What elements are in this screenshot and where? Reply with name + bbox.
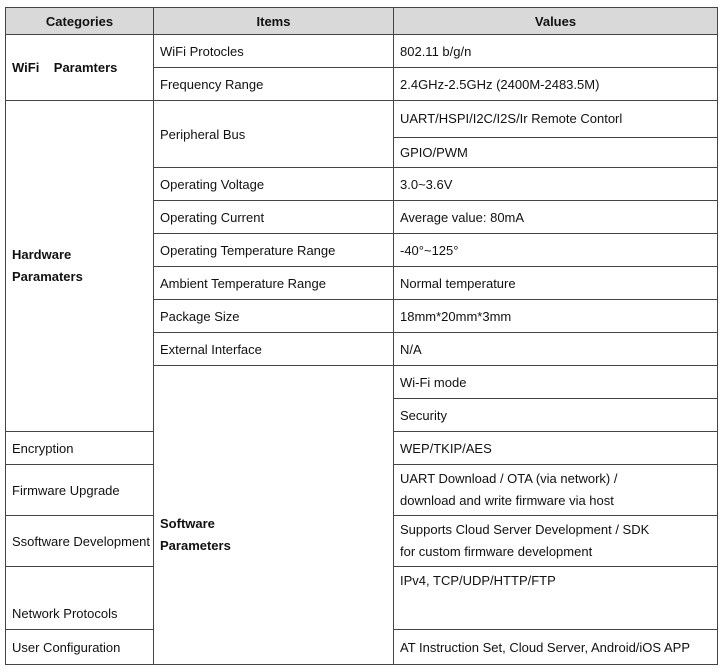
value-line: GPIO/PWM (400, 145, 468, 160)
value-cell (394, 516, 718, 567)
category-label: Parameters (160, 538, 231, 553)
value-cell: N/A (394, 333, 718, 366)
value-line: download and write firmware via host (400, 493, 614, 508)
value-cell: WEP/TKIP/AES (394, 432, 718, 465)
header-items: Items (154, 8, 394, 35)
value-line: Supports Cloud Server Development / SDK (400, 522, 650, 537)
value-cell: 802.11 b/g/n (394, 35, 718, 68)
value-cell (394, 465, 718, 516)
category-label: WiFi Paramters (12, 59, 118, 75)
category-hardware (6, 101, 154, 432)
item-cell: User Configuration (6, 630, 154, 665)
header-row (6, 8, 718, 35)
category-wifi (6, 35, 154, 101)
value-cell: -40°~125° (394, 234, 718, 267)
item-cell: Encryption (6, 432, 154, 465)
header-values: Values (394, 8, 718, 35)
item-cell: Peripheral Bus (154, 101, 394, 168)
item-cell: Ssoftware Development (6, 516, 154, 567)
header-categories: Categories (6, 8, 154, 35)
item-cell: Operating Voltage (154, 168, 394, 201)
value-cell: 2.4GHz-2.5GHz (2400M-2483.5M) (394, 68, 718, 101)
value-cell: 3.0~3.6V (394, 168, 718, 201)
value-line: UART Download / OTA (via network) / (400, 471, 618, 486)
value-cell: 18mm*20mm*3mm (394, 300, 718, 333)
item-cell: Firmware Upgrade (6, 465, 154, 516)
item-cell: Network Protocols (6, 567, 154, 630)
item-cell: Ambient Temperature Range (154, 267, 394, 300)
item-cell: Operating Current (154, 201, 394, 234)
value-line: for custom firmware development (400, 544, 593, 559)
value-cell (394, 101, 718, 168)
category-software (154, 366, 394, 665)
item-cell: Operating Temperature Range (154, 234, 394, 267)
value-line: UART/HSPI/I2C/I2S/Ir Remote Contorl (394, 101, 717, 138)
value-cell: AT Instruction Set, Cloud Server, Android/iOS APP (394, 630, 718, 665)
item-cell: Frequency Range (154, 68, 394, 101)
category-label: Software (160, 516, 215, 531)
item-cell: Security (394, 399, 718, 432)
item-cell: WiFi Protocles (154, 35, 394, 68)
item-cell: External Interface (154, 333, 394, 366)
value-cell: Normal temperature (394, 267, 718, 300)
value-cell: IPv4, TCP/UDP/HTTP/FTP (394, 567, 718, 630)
specifications-table (5, 7, 718, 665)
item-cell: Package Size (154, 300, 394, 333)
table-row (6, 35, 718, 68)
category-label: Hardware (12, 247, 72, 262)
table-row (6, 101, 718, 168)
item-cell: Wi-Fi mode (394, 366, 718, 399)
value-cell: Average value: 80mA (394, 201, 718, 234)
category-label: Paramaters (12, 269, 83, 284)
